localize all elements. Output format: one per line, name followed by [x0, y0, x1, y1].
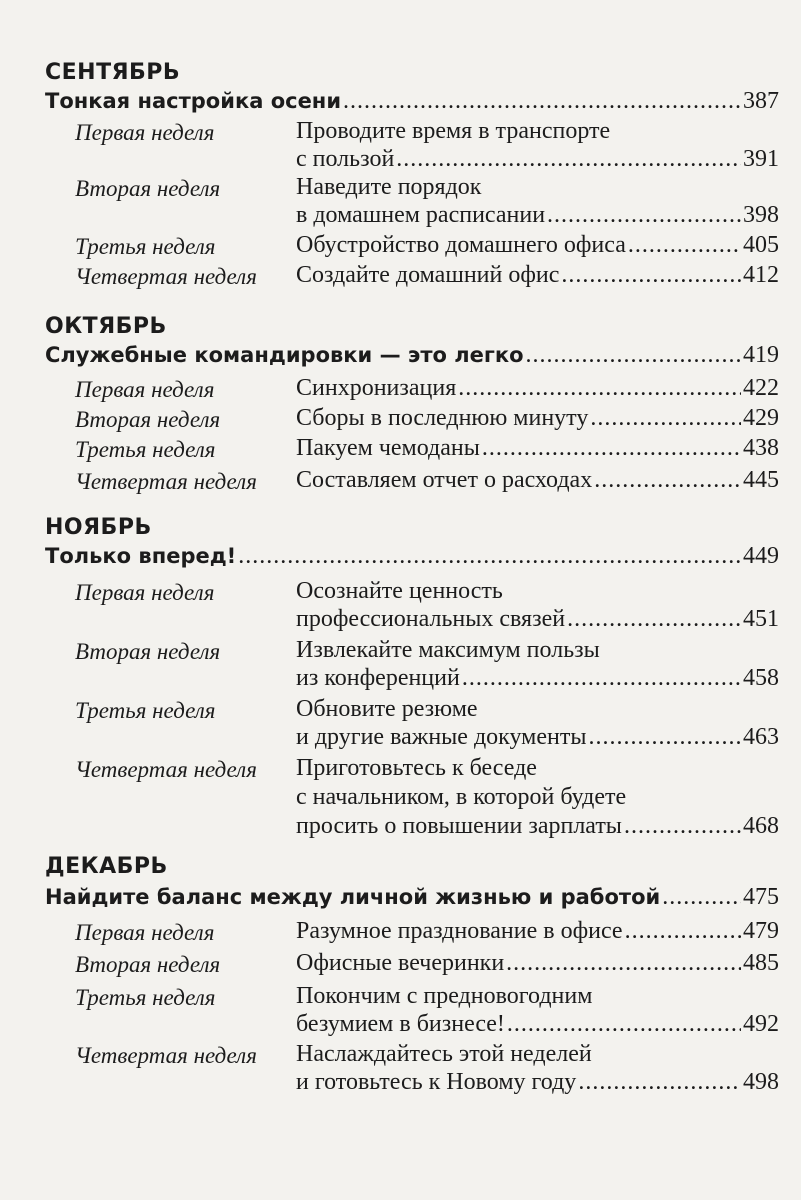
- week-label: Вторая неделя: [75, 952, 221, 977]
- week-label: Первая неделя: [75, 920, 215, 945]
- toc-entry[interactable]: [296, 232, 779, 259]
- dot-leader: [462, 665, 741, 692]
- page-number: 479: [743, 918, 779, 944]
- dot-leader: [625, 918, 741, 945]
- entry-title: просить о повышении зарплаты: [296, 813, 622, 839]
- dot-leader: [507, 1011, 741, 1038]
- page-number: 498: [743, 1069, 779, 1095]
- page-number: 419: [743, 342, 779, 368]
- dot-leader: [624, 813, 741, 840]
- dot-leader: [588, 724, 741, 751]
- toc-entry[interactable]: [296, 405, 779, 432]
- week-label: Четвертая неделя: [75, 757, 257, 782]
- entry-title: с пользой: [296, 146, 395, 172]
- page-number: 463: [743, 724, 779, 750]
- page-number: 429: [743, 405, 779, 431]
- month-heading: СЕНТЯБРЬ: [45, 60, 181, 85]
- dot-leader: [547, 202, 741, 229]
- week-label: Четвертая неделя: [75, 264, 257, 289]
- dot-leader: [238, 543, 741, 570]
- page-number: 449: [743, 543, 779, 569]
- page-number: 398: [743, 202, 779, 228]
- page-number: 445: [743, 467, 779, 493]
- entry-line: Наслаждайтесь этой неделей: [296, 1041, 592, 1067]
- week-label: Первая неделя: [75, 120, 215, 145]
- entry-title: безумием в бизнесе!: [296, 1011, 505, 1037]
- entry-line: Проводите время в транспорте: [296, 118, 611, 144]
- toc-entry[interactable]: [296, 202, 779, 229]
- entry-line: Приготовьтесь к беседе: [296, 755, 537, 781]
- entry-title: Офисные вечеринки: [296, 950, 505, 976]
- month-heading: НОЯБРЬ: [45, 515, 152, 540]
- entry-title: Пакуем чемоданы: [296, 435, 480, 461]
- entry-title: и готовьтесь к Новому году: [296, 1069, 577, 1095]
- dot-leader: [482, 435, 741, 462]
- page-number: 412: [743, 262, 779, 288]
- entry-title: Составляем отчет о расходах: [296, 467, 593, 493]
- entry-line: Обновите резюме: [296, 696, 478, 722]
- section-entry[interactable]: [45, 884, 779, 911]
- dot-leader: [578, 1069, 741, 1096]
- week-label: Третья неделя: [75, 985, 216, 1010]
- week-label: Вторая неделя: [75, 639, 221, 664]
- dot-leader: [662, 884, 741, 911]
- toc-entry[interactable]: [296, 375, 779, 402]
- entry-line: с начальником, в которой будете: [296, 784, 627, 810]
- toc-entry[interactable]: [296, 1069, 779, 1096]
- section-title: Тонкая настройка осени: [45, 89, 342, 113]
- section-entry[interactable]: [45, 543, 779, 570]
- week-label: Четвертая неделя: [75, 469, 257, 494]
- entry-title: Разумное празднование в офисе: [296, 918, 623, 944]
- dot-leader: [590, 405, 741, 432]
- page-number: 391: [743, 146, 779, 172]
- toc-entry[interactable]: [296, 813, 779, 840]
- week-label: Четвертая неделя: [75, 1043, 257, 1068]
- page-number: 387: [743, 88, 779, 114]
- month-heading: ОКТЯБРЬ: [45, 314, 167, 339]
- dot-leader: [594, 467, 741, 494]
- week-label: Вторая неделя: [75, 407, 221, 432]
- week-label: Вторая неделя: [75, 176, 221, 201]
- entry-title: в домашнем расписании: [296, 202, 546, 228]
- dot-leader: [561, 262, 741, 289]
- section-entry[interactable]: [45, 88, 779, 115]
- page-number: 458: [743, 665, 779, 691]
- entry-title: профессиональных связей: [296, 606, 566, 632]
- week-label: Первая неделя: [75, 377, 215, 402]
- week-label: Третья неделя: [75, 437, 216, 462]
- entry-title: из конференций: [296, 665, 460, 691]
- page-number: 451: [743, 606, 779, 632]
- entry-title: Создайте домашний офис: [296, 262, 560, 288]
- toc-entry[interactable]: [296, 665, 779, 692]
- toc-entry[interactable]: [296, 146, 779, 173]
- entry-line: Извлекайте максимум пользы: [296, 637, 600, 663]
- entry-title: Обустройство домашнего офиса: [296, 232, 626, 258]
- section-title: Служебные командировки — это легко: [45, 343, 524, 367]
- week-label: Третья неделя: [75, 698, 216, 723]
- entry-line: Наведите порядок: [296, 174, 482, 200]
- page-number: 438: [743, 435, 779, 461]
- page-number: 405: [743, 232, 779, 258]
- month-heading: ДЕКАБРЬ: [45, 854, 168, 879]
- page-number: 475: [743, 884, 779, 910]
- entry-title: Синхронизация: [296, 375, 457, 401]
- page-number: 485: [743, 950, 779, 976]
- page-number: 422: [743, 375, 779, 401]
- section-entry[interactable]: [45, 342, 779, 369]
- toc-entry[interactable]: [296, 435, 779, 462]
- toc-entry[interactable]: [296, 467, 779, 494]
- dot-leader: [506, 950, 741, 977]
- toc-entry[interactable]: [296, 606, 779, 633]
- week-label: Третья неделя: [75, 234, 216, 259]
- toc-entry[interactable]: [296, 1011, 779, 1038]
- page-number: 468: [743, 813, 779, 839]
- entry-title: Сборы в последнюю минуту: [296, 405, 589, 431]
- page-number: 492: [743, 1011, 779, 1037]
- toc-entry[interactable]: [296, 918, 779, 945]
- section-title: Только вперед!: [45, 544, 237, 568]
- dot-leader: [458, 375, 741, 402]
- entry-line: Осознайте ценность: [296, 578, 503, 604]
- dot-leader: [628, 232, 741, 259]
- toc-entry[interactable]: [296, 262, 779, 289]
- dot-leader: [567, 606, 741, 633]
- entry-title: и другие важные документы: [296, 724, 587, 750]
- dot-leader: [396, 146, 741, 173]
- section-title: Найдите баланс между личной жизнью и работой: [45, 885, 661, 909]
- week-label: Первая неделя: [75, 580, 215, 605]
- dot-leader: [526, 342, 741, 369]
- entry-line: Покончим с предновогодним: [296, 983, 593, 1009]
- toc-entry[interactable]: [296, 950, 779, 977]
- dot-leader: [343, 88, 741, 115]
- toc-entry[interactable]: [296, 724, 779, 751]
